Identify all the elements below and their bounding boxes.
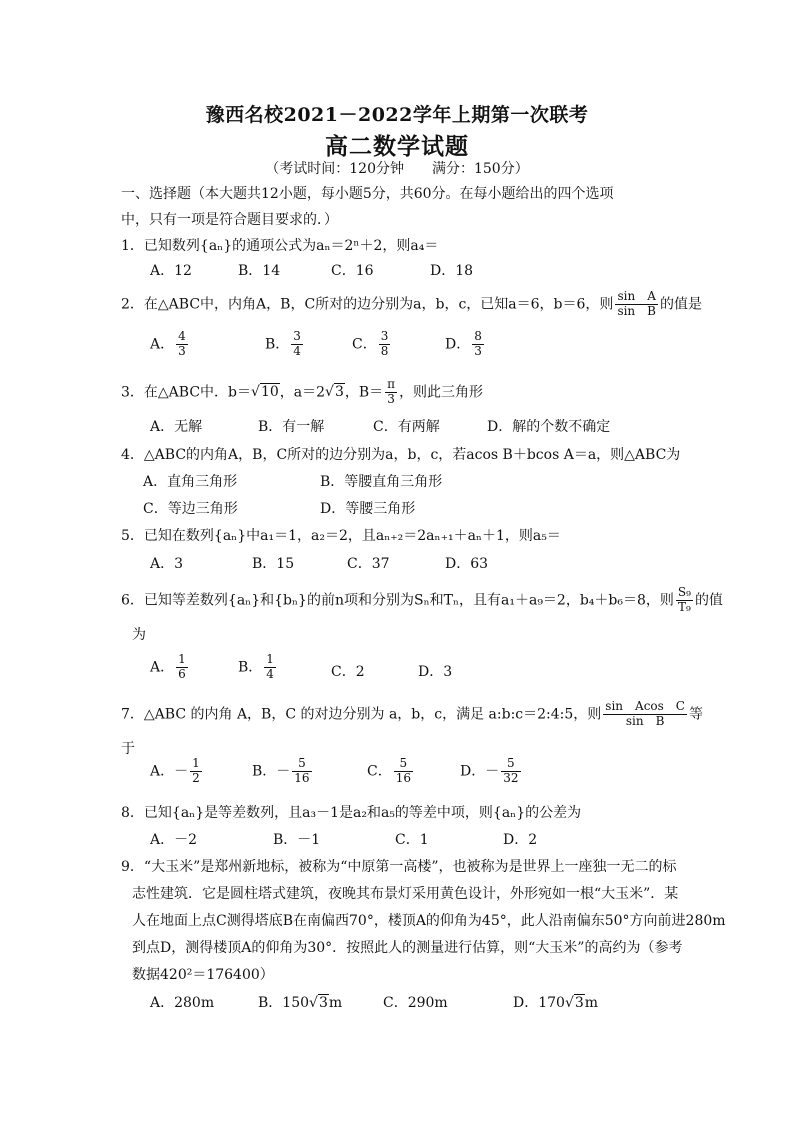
fraction-denominator: 16 xyxy=(395,770,411,785)
fraction-denominator: 32 xyxy=(503,770,519,785)
stem-part: ，则此三角形 xyxy=(399,384,484,401)
stem-suffix: 的值 xyxy=(694,592,723,609)
option-fraction xyxy=(379,330,391,359)
option-label: D． xyxy=(445,336,471,353)
fraction-denominator: 3 xyxy=(474,343,482,358)
radicand: 3 xyxy=(574,995,584,1011)
option-label: A．－ xyxy=(150,763,189,780)
fraction-denominator: sin B xyxy=(617,303,656,318)
radicand: 3 xyxy=(318,995,328,1011)
stem-fraction xyxy=(676,586,693,615)
fraction-numerator: 8 xyxy=(474,329,482,343)
option-label: B． xyxy=(265,336,290,353)
option-label: C． xyxy=(352,336,377,353)
question-9-line3: 人在地面上点C测得塔底B在南偏西70°，楼顶A的仰角为45°，此人沿南偏东50°方向前进280m xyxy=(132,913,726,929)
question-6-stem-cont: 为 xyxy=(132,627,146,643)
option-text: B．150 xyxy=(258,995,310,1011)
option-a: A．无解 xyxy=(150,419,203,435)
option-label: B． xyxy=(238,659,263,676)
question-4-stem: 4．△ABC的内角A，B，C所对的边分别为a，b，c，若acos B＋bcos A＝a，则△ABC为 xyxy=(121,447,681,463)
exam-subject: 高二数学试题 xyxy=(325,133,469,160)
option-a: A．－2 xyxy=(150,832,198,848)
option-label: B．－ xyxy=(252,763,291,780)
stem-prefix: 2．在△ABC中，内角A，B，C所对的边分别为a，b，c，已知a＝6，b＝6，则 xyxy=(121,296,614,313)
angle-fraction xyxy=(385,378,397,407)
fraction-numerator: sin A xyxy=(615,290,658,305)
fraction-denominator: sin B xyxy=(625,713,665,728)
exam-info: （考试时间：120分钟 满分：150分） xyxy=(265,161,529,177)
option-unit: m xyxy=(584,995,599,1011)
question-3-stem xyxy=(121,378,483,407)
option-b: B．15 xyxy=(252,556,295,572)
option-c: C．等边三角形 xyxy=(143,501,238,517)
radicand: 10 xyxy=(260,384,279,401)
option-d: D．18 xyxy=(430,263,474,279)
option-a xyxy=(150,330,190,359)
option-b xyxy=(265,330,305,359)
sqrt: √3 xyxy=(309,995,328,1011)
option-c: C．16 xyxy=(331,263,374,279)
option-a: A．3 xyxy=(150,556,184,572)
fraction-numerator: 4 xyxy=(178,329,186,343)
option-text: D．170 xyxy=(513,995,565,1011)
option-c: C．290m xyxy=(383,995,448,1011)
option-fraction xyxy=(190,757,202,786)
option-c xyxy=(352,330,392,359)
option-a: A．280m xyxy=(150,995,215,1011)
fraction-denominator: 3 xyxy=(387,391,395,406)
fraction-numerator: 5 xyxy=(501,757,520,772)
fraction-numerator: 1 xyxy=(178,652,186,666)
fraction-numerator: 1 xyxy=(192,756,200,770)
sqrt-a: √3 xyxy=(325,384,344,401)
question-6-stem xyxy=(121,586,723,615)
stem-fraction xyxy=(603,700,687,729)
option-unit: m xyxy=(328,995,343,1011)
fraction-numerator: π xyxy=(387,377,396,391)
option-c: C．1 xyxy=(395,832,429,848)
stem-suffix: 等 xyxy=(688,706,703,723)
option-c: C．2 xyxy=(331,664,365,680)
option-label: C． xyxy=(367,763,392,780)
question-5-stem: 5．已知在数列{aₙ}中a₁＝1，a₂＝2，且aₙ₊₂＝2aₙ₊₁＋aₙ＋1，则a₅＝ xyxy=(121,528,561,544)
option-a xyxy=(150,653,190,682)
option-fraction xyxy=(176,330,188,359)
stem-part: ，a＝2 xyxy=(279,384,326,401)
fraction-numerator: 3 xyxy=(293,329,301,343)
fraction-denominator: 16 xyxy=(294,770,310,785)
option-label: A． xyxy=(150,336,175,353)
option-label: A． xyxy=(150,659,175,676)
option-b xyxy=(258,992,342,1012)
fraction-numerator: 5 xyxy=(292,757,311,772)
option-a: A．12 xyxy=(150,263,192,279)
option-c: C．37 xyxy=(347,556,390,572)
option-fraction xyxy=(264,653,276,682)
question-9-line4: 到点D，测得楼顶A的仰角为30°．按照此人的测量进行估算，则“大玉米”的高约为（参考 xyxy=(132,940,683,956)
option-fraction xyxy=(472,330,484,359)
fraction-denominator: 2 xyxy=(192,770,200,785)
question-2-stem xyxy=(121,290,702,319)
option-b xyxy=(252,757,314,786)
fraction-numerator: 3 xyxy=(380,329,389,343)
option-a: A．直角三角形 xyxy=(143,474,238,490)
option-fraction xyxy=(394,757,413,786)
fraction-denominator: 3 xyxy=(178,343,186,358)
question-7-stem xyxy=(121,700,703,729)
stem-fraction xyxy=(615,290,658,319)
option-fraction xyxy=(176,653,188,682)
option-b xyxy=(238,653,278,682)
option-d xyxy=(513,992,598,1012)
fraction-numerator: 5 xyxy=(394,757,413,772)
fraction-numerator: 1 xyxy=(266,652,274,666)
sqrt: √3 xyxy=(564,995,584,1011)
option-b: B．等腰直角三角形 xyxy=(320,474,443,490)
option-c: C．有两解 xyxy=(373,419,440,435)
option-c xyxy=(367,757,415,786)
option-d: D．63 xyxy=(445,556,489,572)
stem-part: 3．在△ABC中．b＝ xyxy=(121,384,252,401)
fraction-denominator: 8 xyxy=(380,343,389,358)
sqrt-b: √10 xyxy=(251,384,279,401)
stem-prefix: 6．已知等差数列{aₙ}和{bₙ}的前n项和分别为Sₙ和Tₙ，且有a₁＋a₉＝2，b₄＋b₆＝8，则 xyxy=(121,592,674,609)
option-d: D．解的个数不确定 xyxy=(487,419,611,435)
question-8-stem: 8．已知{aₙ}是等差数列，且a₃－1是a₂和a₅的等差中项，则{aₙ}的公差为 xyxy=(121,805,582,821)
question-1-stem: 1．已知数列{aₙ}的通项公式为aₙ＝2ⁿ＋2，则a₄＝ xyxy=(121,238,439,254)
fraction-denominator: T₉ xyxy=(678,599,691,614)
fraction-numerator: S₉ xyxy=(677,585,691,599)
option-fraction xyxy=(501,757,520,786)
exam-title: 豫西名校2021－2022学年上期第一次联考 xyxy=(205,104,589,126)
question-7-stem-cont: 于 xyxy=(121,741,135,757)
section-instruction-line2: 中，只有一项是符合题目要求的．） xyxy=(121,212,338,228)
section-instruction-line1: 一、选择题（本大题共12小题，每小题5分，共60分。在每小题给出的四个选项 xyxy=(121,186,614,202)
fraction-denominator: 4 xyxy=(293,343,301,358)
stem-suffix: 的值是 xyxy=(659,296,702,313)
option-d xyxy=(445,330,486,359)
option-fraction xyxy=(292,757,311,786)
fraction-numerator: sin Acos C xyxy=(605,699,685,713)
option-d: D．2 xyxy=(503,832,538,848)
question-9-line2: 志性建筑．它是圆柱塔式建筑，夜晚其布景灯采用黄色设计，外形宛如一根“大玉米”．某 xyxy=(132,886,679,902)
option-b: B．有一解 xyxy=(258,419,325,435)
question-9-line1: 9．“大玉米”是郑州新地标，被称为“中原第一高楼”，也被称为是世界上一座独一无二的标 xyxy=(121,859,677,875)
question-9-line5: 数据420²＝176400） xyxy=(132,967,274,983)
radicand: 3 xyxy=(334,384,344,401)
option-b: B．－1 xyxy=(273,832,321,848)
option-d xyxy=(460,757,523,786)
option-fraction xyxy=(291,330,303,359)
option-b: B．14 xyxy=(238,263,281,279)
option-d: D．3 xyxy=(418,664,453,680)
stem-part: ，B＝ xyxy=(344,384,384,401)
option-a xyxy=(150,757,204,786)
fraction-denominator: 4 xyxy=(266,666,274,681)
fraction-denominator: 6 xyxy=(178,666,186,681)
option-label: D．－ xyxy=(460,763,500,780)
option-d: D．等腰三角形 xyxy=(320,501,416,517)
stem-prefix: 7．△ABC 的内角 A，B，C 的对边分别为 a，b，c，满足 a:b:c＝2:4:5，则 xyxy=(121,706,602,723)
